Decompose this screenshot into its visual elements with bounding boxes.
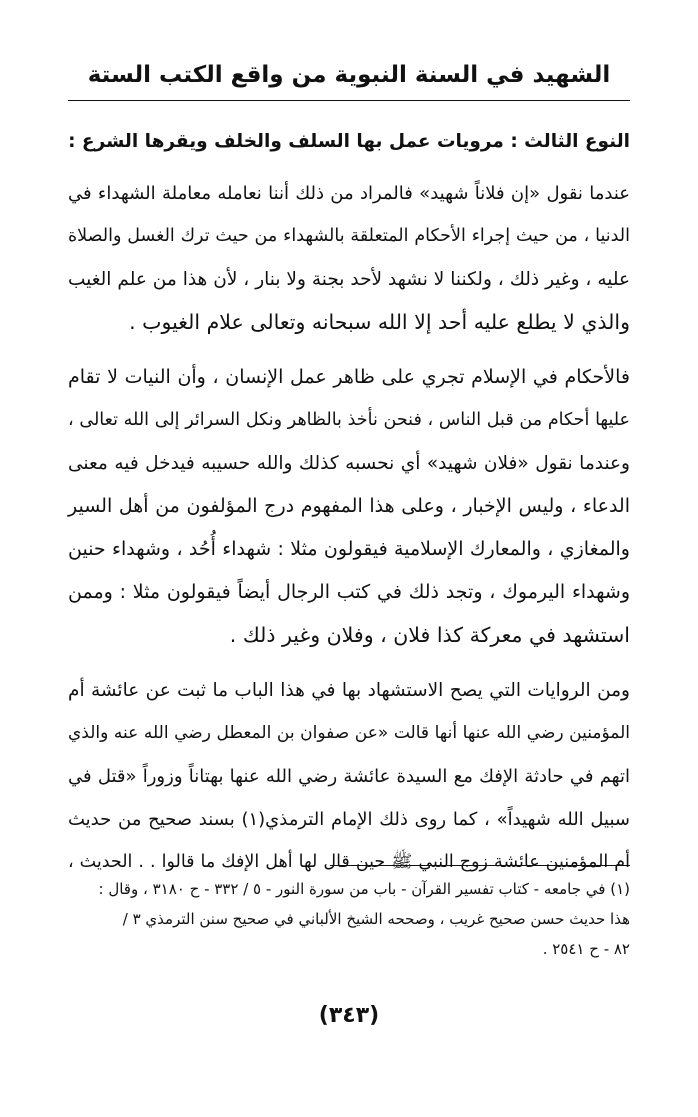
footnote-line: ٨٢ - ح ٢٥٤١ . (542, 940, 630, 958)
text-line: سبيل الله شهيداً» ، كما روى ذلك الإمام الترمذي(١) بسند صحيح من حديث (68, 809, 630, 830)
text-line: ومن الروايات التي يصح الاستشهاد بها في هذا الباب ما ثبت عن عائشة أم (68, 680, 630, 701)
text-line: وعندما نقول «فلان شهيد» أي نحسبه كذلك والله حسيبه فيدخل فيه معنى (68, 453, 630, 474)
paragraph-3 (68, 669, 630, 884)
text-line: فالأحكام في الإسلام تجري على ظاهر عمل الإنسان ، وأن النيات لا تقام (68, 366, 630, 388)
text-line: اتهم في حادثة الإفك مع السيدة عائشة رضي الله عنها بهتاناً وزوراً «قتل في (68, 766, 630, 787)
paragraph-gap (68, 344, 630, 356)
text-line: عليه ، وغير ذلك ، ولكننا لا نشهد لأحد بجنة ولا بنار ، لأن هذا من علم الغيب (68, 269, 630, 290)
running-header: الشهيد في السنة النبوية من واقع الكتب الستة (87, 62, 611, 88)
footnote-rule (330, 865, 630, 866)
text-line: عندما نقول «إن فلاناً شهيد» فالمراد من ذلك أننا نعامله معاملة الشهداء في (68, 183, 630, 204)
footnote-line: (١) في جامعه - كتاب تفسير القرآن - باب من سورة النور - ٥ / ٣٣٢ - ح ٣١٨٠ ، وقال : (98, 880, 630, 898)
section-heading: النوع الثالث : مرويات عمل بها السلف والخلف ويقرها الشرع : (68, 131, 630, 152)
paragraph-1 (68, 172, 630, 344)
text-line: الدنيا ، من حيث إجراء الأحكام المتعلقة بالشهداء من حيث ترك الغسل والصلاة (68, 226, 630, 246)
text-line: والمغازي ، والمعارك الإسلامية فيقولون مثلا : شهداء أُحُد ، وشهداء حنين (68, 538, 630, 560)
text-line: والذي لا يطلع عليه أحد إلا الله سبحانه وتعالى علام الغيوب . (129, 310, 630, 334)
text-line: وشهداء اليرموك ، وتجد ذلك في كتب الرجال أيضاً فيقولون مثلا : وممن (68, 581, 630, 603)
text-line: الدعاء ، وليس الإخبار ، وعلى هذا المفهوم درج المؤلفون من أهل السير (68, 495, 630, 517)
text-line: عليها أحكام من قبل الناس ، فنحن نأخذ بالظاهر ونكل السرائر إلى الله تعالى ، (68, 410, 630, 430)
text-line: استشهد في معركة كذا فلان ، وفلان وغير ذلك . (229, 623, 630, 647)
paragraph-2 (68, 356, 630, 657)
footnote-line: هذا حديث حسن صحيح غريب ، وصححه الشيخ الألباني في صحيح سنن الترمذي ٣ / (122, 910, 630, 928)
page-number: (٣٤٣) (318, 1003, 380, 1028)
footnotes (68, 874, 630, 964)
body-text (68, 124, 630, 884)
text-line: أم المؤمنين عائشة زوج النبي ﷺ حين قال لها أهل الإفك ما قالوا . . الحديث ، (68, 852, 630, 872)
paragraph-gap (68, 657, 630, 669)
text-line: المؤمنين رضي الله عنها أنها قالت «عن صفوان بن المعطل رضي الله عنه والذي (68, 723, 630, 743)
header-rule (68, 100, 630, 101)
